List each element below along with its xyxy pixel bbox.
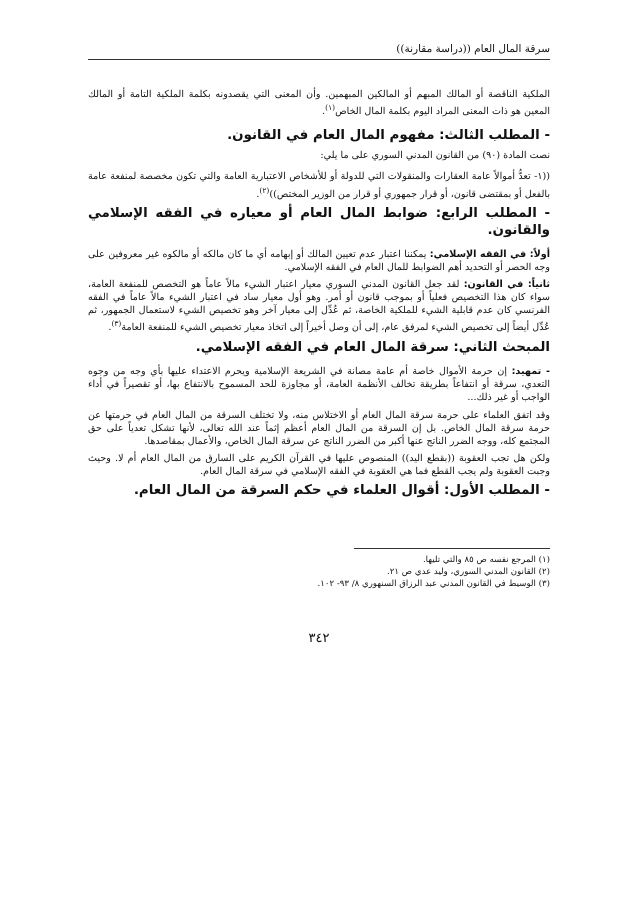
paragraph: [88, 248, 550, 274]
footnotes: [88, 554, 550, 591]
paragraph-text: لقد جعل القانون المدني السوري معيار اعتبار الشيء مالاً عاماً هو التخصص للمنفعة العامة، سواء كان هذا التخصيص فعلياً أو بموجب قانون أو أمر. وهو أول معيار ساد في اعتبار الشيء مالاً عاماً في الفقه الفرنسي كان عدم قابلية الشيء للملكية الخاصة، ثم عُدِّل إلى معيار آخر وهو تخصيص الشيء لاستعمال الجمهور، ثم عُدِّل أيضاً إلى تخصيص الشيء لمرفق عام، إلى أن وصل أخيراً إلى اتخاذ معيار تخصيص الشيء للمنفعة العامة: [88, 279, 550, 334]
heading-text: - المطلب الثالث: مفهوم المال العام في القانون.: [227, 128, 550, 144]
paragraph-text: الملكية الناقصة أو المالك المبهم أو المالكين المبهمين. وأن المعنى التي يقصدونه بكلمة الملكية التامة أو المالك المعين هو ذات المعنى المراد اليوم بكلمة المال الخاص: [88, 89, 550, 118]
page-number: ٣٤٢: [308, 631, 330, 646]
footnote: (٢) القانون المدني السوري، وليد عدي ص ٢١.: [387, 567, 550, 578]
footnote-reference: (٢): [259, 185, 270, 195]
paragraph-tail: .: [256, 188, 260, 200]
paragraph-text: نصت المادة (٩٠) من القانون المدني السوري على ما يلي:: [320, 150, 550, 162]
paragraph-tail: .: [108, 322, 112, 334]
footnote: (٣) الوسيط في القانون المدني عبد الرزاق السنهوري ٨/ ٩٣- ١٠٢.: [317, 579, 550, 590]
paragraph-text: وقد اتفق العلماء على حرمة سرقة المال العام أو الاختلاس منه، ولا تختلف السرقة من المال العام في حرمتها عن حرمة سرقة المال الخاص. بل إن السرقة من المال العام أعظم إثماً عند الله تعالى، لأنها تشكل تعدياً على حق المجتمع كله، ووجه الضرر الناتج عنها أكبر من الضرر الناتج عن سرقة المال الخاص، والأعمال بمقاصدها.: [88, 409, 550, 448]
heading-text: - المطلب الأول: أقوال العلماء في حكم السرقة من المال العام.: [133, 483, 550, 499]
paragraph: [88, 88, 550, 118]
paragraph: [88, 278, 550, 335]
paragraph: [88, 365, 550, 404]
footnote: (١) المرجع نفسه ص ٨٥ والتي تليها.: [422, 555, 550, 565]
paragraph-text: إن حرمة الأموال خاصة أم عامة مصانة في الشريعة الإسلامية ويحرم الاعتداء عليها بأي وجه من وجوه التعدي، سرقة أو انتفاعاً بطريقة تخالف الأنظمة العامة، أو مجاوزة للحد المسموح بالانتفاع بها، أو تقصيراً في أداء الواجب أو غير ذلك...: [88, 365, 550, 403]
paragraph-text: يمكننا اعتبار عدم تعيين المالك أو إبهامه أي ما كان مالكه أو مالكوه غير معروفين على وجه الحصر أو التحديد أهم الضوابط للمال العام في الفقه الإسلامي.: [88, 248, 550, 273]
section-heading: [88, 127, 550, 144]
paragraph-lead: ثانياً: في القانون:: [463, 279, 550, 291]
heading-text: - المطلب الرابع: ضوابط المال العام أو معياره في الفقه الإسلامي والقانون.: [88, 205, 550, 238]
section-heading: [88, 205, 550, 239]
paragraph: [88, 452, 550, 478]
paragraph-lead: أولاً: في الفقه الإسلامي:: [429, 248, 550, 260]
footnote-separator: [354, 548, 550, 549]
paragraph: [88, 149, 550, 162]
running-header: سرقة المال العام ((دراسة مقارنة)): [88, 43, 550, 60]
section-heading: [88, 482, 550, 499]
footnote-reference: (٣): [111, 319, 122, 329]
paragraph-tail: .: [322, 106, 326, 118]
paragraph: [88, 409, 550, 448]
paragraph-text: ولكن هل تجب العقوبة ((بقطع اليد)) المنصوص عليها في القرآن الكريم على السارق من المال العام أم لا. وحيث وجبت العقوبة ولم يجب القطع فما هي العقوبة في الفقه الإسلامي في سرقة المال العام.: [88, 453, 550, 478]
section-heading: [88, 339, 550, 356]
paragraph-text: ((١- تعدُّ أموالاً عامة العقارات والمنقولات التي للدولة أو للأشخاص الاعتبارية العامة والتي تكون مخصصة لمنفعة عامة بالفعل أو بمقتضى قانون، أو قرار جمهوري أو قرار من الوزير المختص)): [88, 171, 550, 200]
body-text: [88, 88, 550, 509]
paragraph: [88, 170, 550, 200]
footnote-reference: (١): [325, 103, 336, 113]
paragraph-lead: - تمهيد:: [511, 365, 551, 377]
heading-text: المبحث الثاني: سرقة المال العام في الفقه الإسلامي.: [195, 339, 550, 355]
